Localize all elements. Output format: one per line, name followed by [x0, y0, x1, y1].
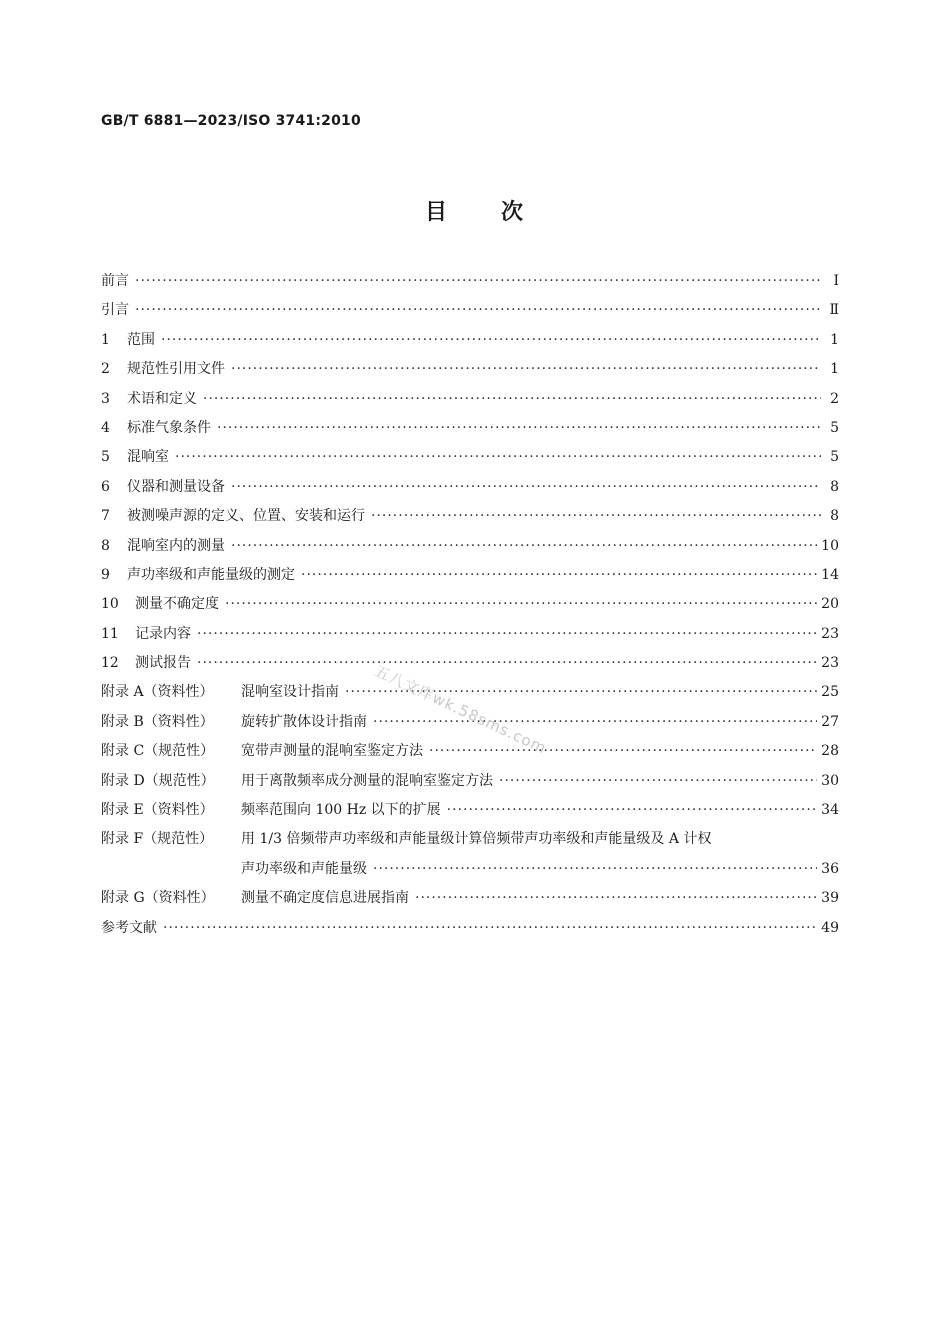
page-title [0, 195, 950, 226]
toc-entry-label: 混响室设计指南 [241, 684, 339, 701]
toc-entry-page: 5 [830, 449, 839, 466]
dot-leader [161, 332, 821, 348]
title-char-1: 目 [424, 199, 449, 225]
toc-entry-number: 7 [101, 508, 110, 525]
toc-entry-label: 参考文献 [101, 919, 157, 936]
toc-entry-number: 附录 F（规范性） [101, 831, 214, 848]
toc-entry-page: 28 [821, 743, 839, 760]
toc-entry-number: 附录 A（资料性） [101, 684, 214, 701]
dot-leader [175, 449, 821, 465]
toc-entry-label: 范围 [127, 331, 155, 348]
toc-entry-annex-f-continued[interactable] [101, 858, 839, 887]
dot-leader [163, 920, 817, 936]
dot-leader [447, 802, 818, 818]
dot-leader [135, 273, 821, 289]
toc-entry-annex-g[interactable] [101, 887, 839, 916]
toc-entry-page: 39 [821, 890, 839, 907]
toc-entry-label: 混响室 [127, 449, 169, 466]
toc-entry-page: 1 [830, 331, 839, 348]
toc-entry-11[interactable] [101, 623, 839, 652]
toc-entry-4[interactable] [101, 417, 839, 446]
toc-entry-page: 23 [821, 655, 839, 672]
toc-entry-8[interactable] [101, 535, 839, 564]
toc-entry-10[interactable] [101, 593, 839, 622]
toc-entry-label: 前言 [101, 273, 129, 289]
dot-leader [231, 479, 821, 495]
toc-entry-label: 声功率级和声能量级的测定 [127, 566, 295, 583]
dot-leader [217, 420, 821, 436]
toc-entry-page: 1 [830, 361, 839, 378]
toc-entry-12[interactable] [101, 652, 839, 681]
toc-entry-page: Ⅰ [833, 273, 839, 289]
toc-entry-label: 标准气象条件 [127, 419, 211, 436]
dot-leader [373, 861, 817, 877]
table-of-contents [101, 270, 839, 946]
toc-entry-label: 测试报告 [135, 655, 191, 672]
toc-entry-label-continued: 声功率级和声能量级 [241, 860, 367, 877]
dot-leader [203, 391, 821, 407]
toc-entry-label: 术语和定义 [127, 390, 197, 407]
toc-entry-1[interactable] [101, 329, 839, 358]
toc-entry-page: 36 [821, 860, 839, 877]
toc-entry-page: 2 [830, 390, 839, 407]
dot-leader [231, 361, 821, 377]
dot-leader [429, 743, 817, 759]
toc-entry-label: 宽带声测量的混响室鉴定方法 [241, 743, 423, 760]
toc-entry-page: 25 [821, 684, 839, 701]
toc-entry-number: 附录 C（规范性） [101, 743, 215, 760]
toc-entry-page: 10 [821, 537, 839, 554]
toc-entry-number: 4 [101, 419, 110, 436]
toc-entry-number: 附录 G（资料性） [101, 890, 215, 907]
watermark: 五八文库wk.58sms.com [371, 661, 550, 758]
toc-entry-label: 记录内容 [135, 625, 191, 642]
toc-entry-number: 附录 D（规范性） [101, 772, 215, 789]
toc-entry-5[interactable] [101, 446, 839, 475]
toc-entry-page: 14 [821, 566, 839, 583]
dot-leader [135, 302, 821, 318]
toc-entry-label: 用于离散频率成分测量的混响室鉴定方法 [241, 772, 493, 789]
toc-entry-label: 规范性引用文件 [127, 361, 225, 378]
dot-leader [197, 626, 817, 642]
dot-leader [231, 538, 817, 554]
toc-entry-label: 频率范围向 100 Hz 以下的扩展 [241, 802, 441, 819]
toc-entry-label: 仪器和测量设备 [127, 478, 225, 495]
toc-entry-label: 被测噪声源的定义、位置、安装和运行 [127, 508, 365, 525]
toc-entry-number: 1 [101, 331, 110, 348]
toc-entry-label: 混响室内的测量 [127, 537, 225, 554]
dot-leader [225, 596, 817, 612]
title-char-2: 次 [501, 199, 526, 225]
dot-leader [301, 567, 817, 583]
toc-entry-7[interactable] [101, 505, 839, 534]
toc-entry-annex-f[interactable] [101, 828, 839, 857]
dot-leader [197, 655, 817, 671]
toc-entry-label: 测量不确定度信息进展指南 [241, 890, 409, 907]
toc-entry-page: Ⅱ [829, 302, 839, 319]
toc-entry-page: 34 [821, 802, 839, 819]
dot-leader [371, 508, 821, 524]
dot-leader [415, 890, 817, 906]
toc-entry-6[interactable] [101, 476, 839, 505]
toc-entry-number: 附录 E（资料性） [101, 802, 214, 819]
toc-entry-page: 27 [821, 713, 839, 730]
dot-leader [373, 714, 817, 730]
toc-entry-number: 9 [101, 566, 110, 583]
dot-leader [499, 773, 817, 789]
toc-entry-page: 8 [830, 478, 839, 495]
toc-entry-number: 2 [101, 361, 110, 378]
toc-entry-label: 测量不确定度 [135, 596, 219, 613]
toc-entry-3[interactable] [101, 388, 839, 417]
toc-entry-number: 附录 B（资料性） [101, 713, 214, 730]
toc-entry-annex-e[interactable] [101, 799, 839, 828]
toc-entry-page: 20 [821, 596, 839, 613]
toc-entry-number: 11 [101, 625, 119, 642]
toc-entry-number: 5 [101, 449, 110, 466]
toc-entry-number: 3 [101, 390, 110, 407]
toc-entry-introduction[interactable] [101, 299, 839, 328]
toc-entry-label: 用 1/3 倍频带声功率级和声能量级计算倍频带声功率级和声能量级及 A 计权 [241, 831, 712, 848]
toc-entry-page: 30 [821, 772, 839, 789]
toc-entry-page: 8 [830, 508, 839, 525]
toc-entry-number: 10 [101, 596, 119, 613]
toc-entry-annex-d[interactable] [101, 770, 839, 799]
toc-entry-2[interactable] [101, 358, 839, 387]
toc-entry-page: 49 [821, 919, 839, 936]
standard-code: GB/T 6881—2023/ISO 3741:2010 [101, 113, 361, 129]
toc-entry-9[interactable] [101, 564, 839, 593]
toc-entry-label: 旋转扩散体设计指南 [241, 713, 367, 730]
toc-entry-number: 6 [101, 478, 110, 495]
toc-entry-annex-c[interactable] [101, 740, 839, 769]
toc-entry-number: 8 [101, 537, 110, 554]
toc-entry-foreword[interactable] [101, 270, 839, 299]
toc-entry-number: 12 [101, 655, 119, 672]
toc-entry-label: 引言 [101, 302, 129, 319]
toc-entry-page: 5 [830, 419, 839, 436]
toc-entry-page: 23 [821, 625, 839, 642]
toc-entry-bibliography[interactable] [101, 917, 839, 946]
